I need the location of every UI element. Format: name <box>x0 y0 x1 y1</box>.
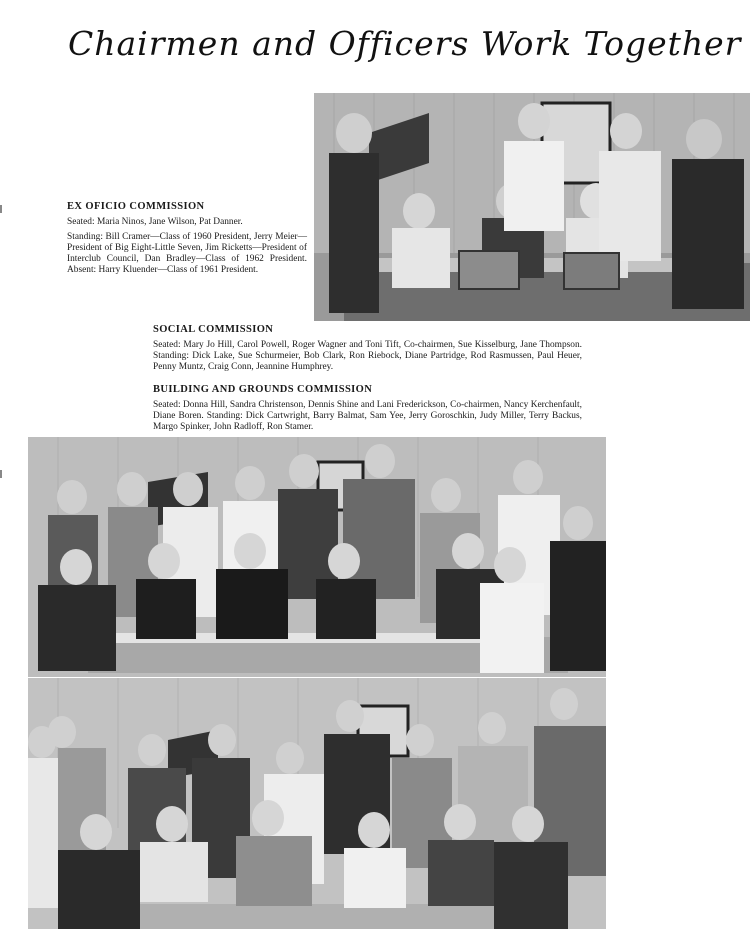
ex-oficio-heading: EX OFICIO COMMISSION <box>67 201 205 212</box>
social-commission-photo <box>28 437 606 677</box>
margin-pen-mark <box>0 470 2 478</box>
building-heading: BUILDING AND GROUNDS COMMISSION <box>153 384 373 395</box>
margin-pen-mark <box>0 205 2 213</box>
building-caption <box>153 384 582 437</box>
social-heading: SOCIAL COMMISSION <box>153 324 274 335</box>
social-caption <box>153 324 582 377</box>
ex-oficio-standing: Standing: Bill Cramer—Class of 1960 President, Jerry Meier—President of Big Eight-Little Seven, Jim Ricketts—President of Interclub Council, Dan Bradley—Class of 1962 President. Absent: Harry Kluender—Class of 1961 President. <box>67 232 307 275</box>
social-text: Seated: Mary Jo Hill, Carol Powell, Roger Wagner and Toni Tift, Co-chairmen, Sue Kisselburg, Jane Thompson. Standing: Dick Lake, Sue Schurmeier, Bob Clark, Ron Riebock, Diane Partridge, Rod Rasmussen, Paul Heuer, Penny Muntz, Craig Conn, Jeannine Humphrey. <box>153 340 582 372</box>
ex-oficio-seated: Seated: Maria Ninos, Jane Wilson, Pat Danner. <box>67 217 243 227</box>
page-title: Chairmen and Officers Work Together <box>68 24 742 63</box>
ex-oficio-commission-photo <box>314 93 750 321</box>
building-grounds-commission-photo <box>28 678 606 929</box>
building-text: Seated: Donna Hill, Sandra Christenson, Dennis Shine and Lani Frederickson, Co-chairmen, Nancy Kerchenfault, Diane Boren. Standing: Dick Cartwright, Barry Balmat, Sam Yee, Jerry Goroschkin, Judy Miller, Terry Backus, Margo Spinker, John Radloff, Ron Stamer. <box>153 400 582 432</box>
ex-oficio-caption <box>67 201 307 280</box>
